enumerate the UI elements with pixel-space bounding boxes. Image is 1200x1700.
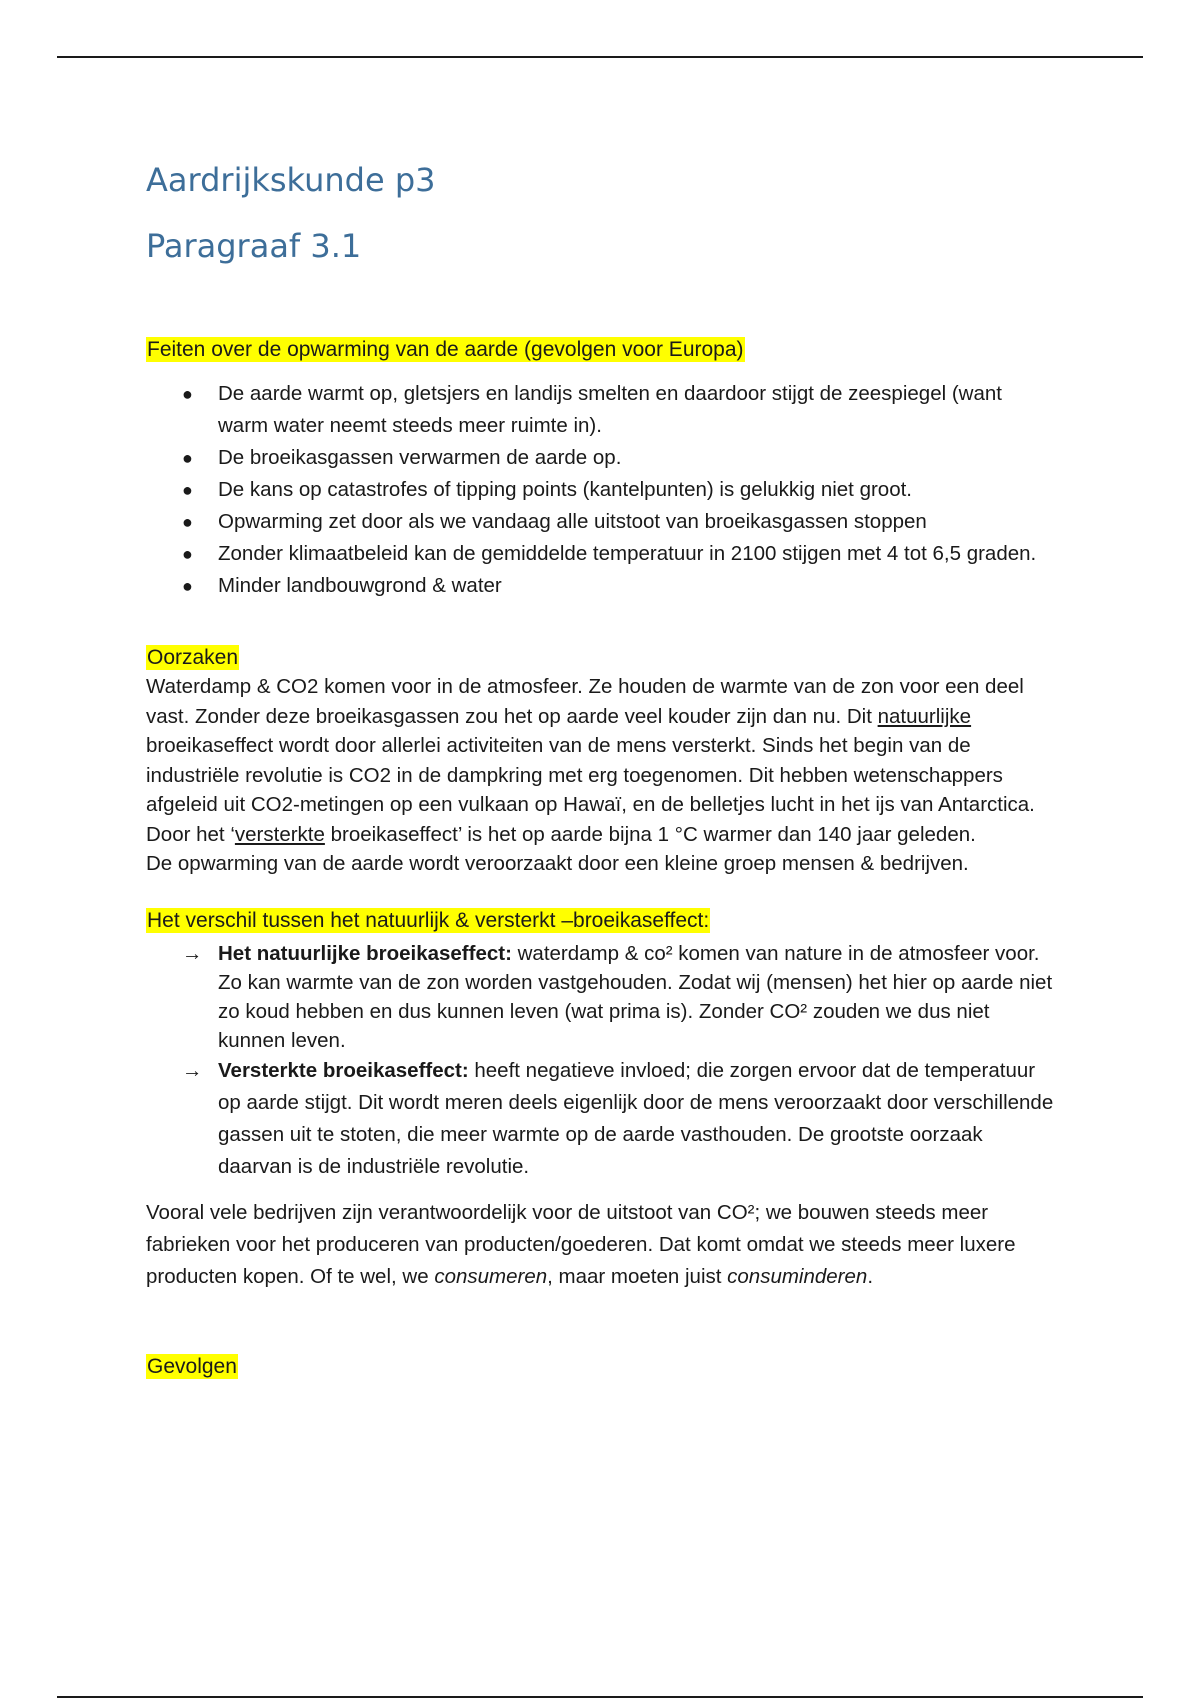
list-item-text: De kans op catastrofes of tipping points (kantelpunten) is gelukkig niet groot.	[218, 478, 912, 501]
section-heading-causes	[146, 644, 1056, 672]
section-difference	[146, 907, 1056, 1293]
section-heading-facts	[146, 336, 1056, 364]
list-item	[146, 538, 1056, 570]
bullet-icon: ●	[182, 384, 193, 404]
text-run: Vooral vele bedrijven zijn verantwoordelijk voor de uitstoot van CO²; we bouwen steeds meer fabrieken voor het produceren van producten/goederen. Dat komt omdat we steeds meer luxere producten kopen. Of te wel, we	[146, 1200, 1016, 1288]
section-heading-consequences	[146, 1353, 1056, 1381]
causes-paragraph	[146, 672, 1056, 849]
bullet-icon: ●	[182, 448, 193, 468]
bullet-icon: ●	[182, 544, 193, 564]
list-item-text: De aarde warmt op, gletsjers en landijs smelten en daardoor stijgt de zeespiegel (want warm water neemt steeds meer ruimte in).	[218, 382, 1002, 437]
companies-paragraph	[146, 1197, 1056, 1293]
list-item	[146, 378, 1056, 442]
list-item	[146, 570, 1056, 602]
arrow-right-icon: →	[182, 941, 203, 965]
section-facts	[146, 336, 1056, 602]
causes-conclusion: De opwarming van de aarde wordt veroorzaakt door een kleine groep mensen & bedrijven.	[146, 852, 969, 875]
text-run: , maar moeten juist	[547, 1264, 728, 1288]
difference-list	[146, 939, 1056, 1183]
section-heading-difference	[146, 907, 1056, 935]
arrow-right-icon: →	[182, 1058, 203, 1082]
bullet-icon: ●	[182, 512, 193, 532]
text-run: .	[867, 1264, 874, 1288]
list-item	[146, 506, 1056, 538]
list-item-text: Minder landbouwgrond & water	[218, 574, 502, 597]
text-run: broeikaseffect’ is het op aarde bijna 1 °C warmer dan 140 jaar geleden.	[324, 822, 976, 846]
term-bold: Het natuurlijke broeikaseffect:	[218, 941, 512, 965]
list-item-text: De broeikasgassen verwarmen de aarde op.	[218, 446, 622, 469]
document-body	[146, 160, 1056, 1381]
list-item	[146, 474, 1056, 506]
highlighted-heading: Feiten over de opwarming van de aarde (gevolgen voor Europa)	[147, 338, 744, 361]
bullet-icon: ●	[182, 576, 193, 596]
text-run: Waterdamp & CO2 komen voor in de atmosfeer. Ze houden de warmte van de zon voor een deel vast. Zonder deze broeikasgassen zou het op aarde veel kouder zijn dan nu. Dit	[146, 675, 1024, 728]
document-subtitle: Paragraaf 3.1	[146, 227, 362, 265]
list-item	[146, 1055, 1056, 1183]
facts-list	[146, 378, 1056, 602]
term-bold: Versterkte broeikaseffect:	[218, 1058, 469, 1082]
document-title: Aardrijkskunde p3	[146, 161, 436, 199]
italic-term: consuminderen	[727, 1264, 868, 1288]
term-definition: waterdamp & co² komen van nature in de atmosfeer voor. Zo kan warmte van de zon worden vastgehouden. Zodat wij (mensen) het hier op aarde niet zo koud hebben en dus kunnen leven (wat prima is). Zonder CO² zouden we dus niet kunnen leven.	[218, 941, 1053, 1052]
top-rule	[57, 56, 1143, 58]
list-item-text: Opwarming zet door als we vandaag alle uitstoot van broeikasgassen stoppen	[218, 510, 927, 533]
list-item-text: Zonder klimaatbeleid kan de gemiddelde temperatuur in 2100 stijgen met 4 tot 6,5 graden.	[218, 542, 1037, 565]
highlighted-heading: Oorzaken	[147, 646, 239, 669]
highlighted-heading: Het verschil tussen het natuurlijk & versterkt –broeikaseffect:	[147, 908, 710, 932]
highlighted-heading: Gevolgen	[147, 1354, 237, 1378]
list-item	[146, 939, 1056, 1055]
underlined-term: natuurlijke	[877, 704, 972, 728]
underlined-term: versterkte	[234, 822, 325, 846]
list-item	[146, 442, 1056, 474]
text-run: broeikaseffect wordt door allerlei activiteiten van de mens versterkt. Sinds het begin van de industriële revolutie is CO2 in de dampkring met erg toegenomen. Dit hebben wetenschappers afgeleid uit CO2-metingen op een vulkaan op Hawaï, en de belletjes lucht in het ijs van Antarctica. Door het ‘	[146, 734, 1035, 846]
bottom-rule	[57, 1696, 1143, 1698]
section-consequences	[146, 1353, 1056, 1381]
section-causes	[146, 644, 1056, 879]
bullet-icon: ●	[182, 480, 193, 500]
term-definition: heeft negatieve invloed; die zorgen ervoor dat de temperatuur op aarde stijgt. Dit wordt meren deels eigenlijk door de mens veroorzaakt door verschillende gassen uit te stoten, die meer warmte op de aarde vasthouden. De grootste oorzaak daarvan is de industriële revolutie.	[218, 1058, 1054, 1178]
italic-term: consumeren	[434, 1264, 548, 1288]
